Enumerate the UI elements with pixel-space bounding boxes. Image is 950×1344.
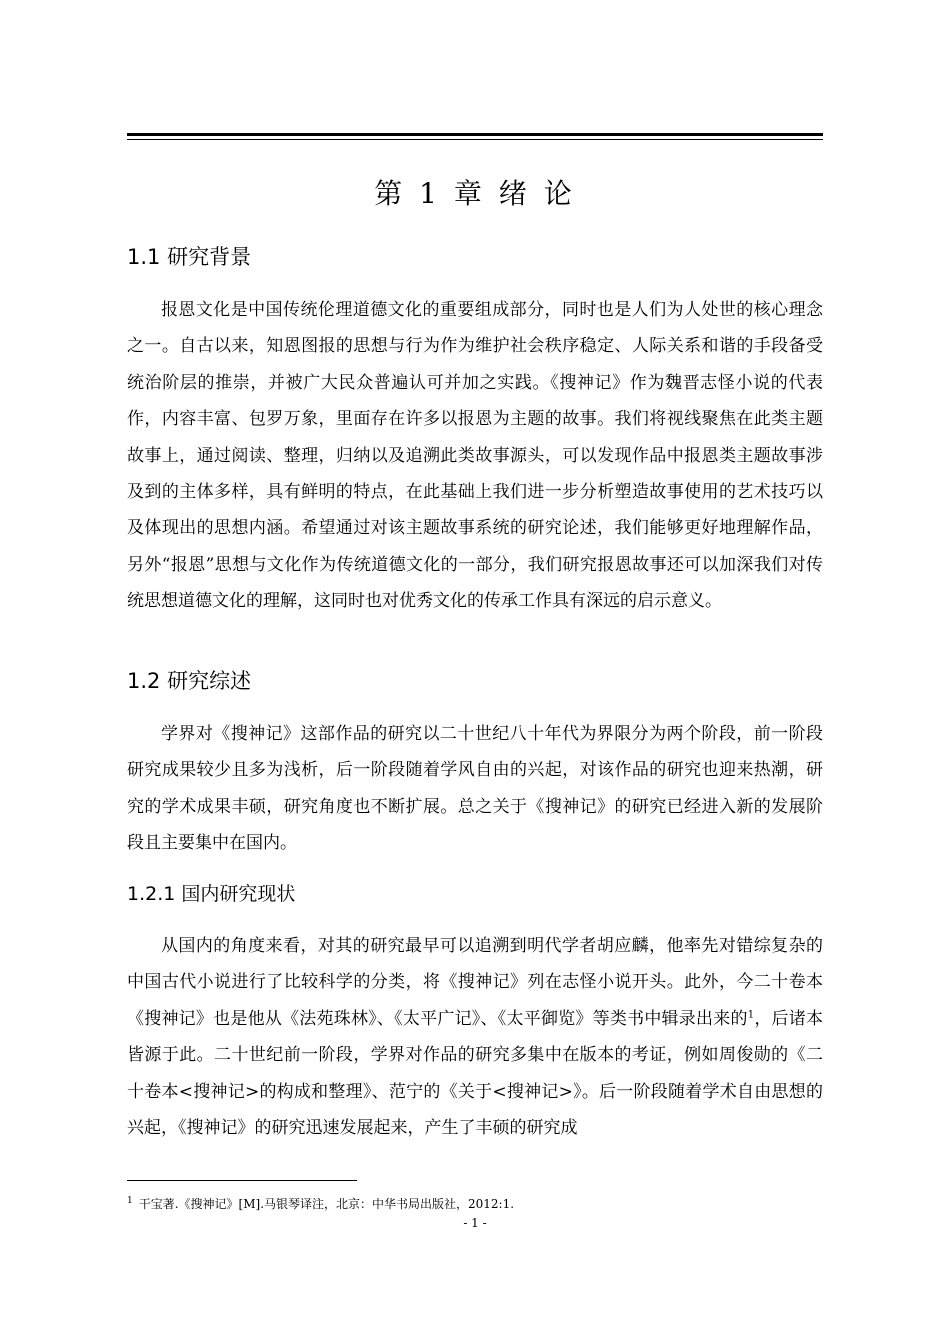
section-heading-1-2-1: 1.2.1 国内研究现状 xyxy=(127,883,296,905)
header-rule-thin xyxy=(127,139,823,140)
section-paragraph-1-2-1 xyxy=(127,928,823,1146)
footnote xyxy=(127,1193,823,1212)
footnote-separator xyxy=(127,1180,357,1181)
page-number: - 1 - xyxy=(463,1216,487,1230)
footnote-reference[interactable]: 1 xyxy=(747,1009,755,1021)
footnote-mark: 1 xyxy=(127,1196,133,1206)
chapter-title: 第 1 章 绪 论 xyxy=(374,177,576,210)
section-heading-1-1: 1.1 研究背景 xyxy=(127,245,252,269)
section-heading-1-2: 1.2 研究综述 xyxy=(127,669,252,693)
section-paragraph-1-1: 报恩文化是中国传统伦理道德文化的重要组成部分，同时也是人们为人处世的核心理念之一。自古以来，知恩图报的思想与行为作为维护社会秩序稳定、人际关系和谐的手段备受统治阶层的推崇，并被广大民众普遍认可并加之实践。《搜神记》作为魏晋志怪小说的代表作，内容丰富、包罗万象，里面存在许多以报恩为主题的故事。我们将视线聚焦在此类主题故事上，通过阅读、整理，归纳以及追溯此类故事源头，可以发现作品中报恩类主题故事涉及到的主体多样，具有鲜明的特点，在此基础上我们进一步分析塑造故事使用的艺术技巧以及体现出的思想内涵。希望通过对该主题故事系统的研究论述，我们能够更好地理解作品，另外“报恩”思想与文化作为传统道德文化的一部分，我们研究报恩故事还可以加深我们对传统思想道德文化的理解，这同时也对优秀文化的传承工作具有深远的启示意义。 xyxy=(127,300,823,612)
paragraph-text-before-note: 从国内的角度来看，对其的研究最早可以追溯到明代学者胡应麟，他率先对错综复杂的中国古代小说进行了比较科学的分类，将《搜神记》列在志怪小说开头。此外，今二十卷本《搜神记》也是他从《法苑珠林》、《太平广记》、《太平御览》等类书中辑录出来的 xyxy=(127,936,823,1029)
paragraph-text-after-note: ，后诸本皆源于此。二十世纪前一阶段，学界对作品的研究多集中在版本的考证，例如周俊勋的《二十卷本<搜神记>的构成和整理》、范宁的《关于<搜神记>》。后一阶段随着学术自由思想的兴起，《搜神记》的研究迅速发展起来，产生了丰硕的研究成 xyxy=(127,1008,824,1139)
footnote-text: 干宝著.《搜神记》[M].马银琴译注，北京：中华书局出版社，2012:1. xyxy=(138,1197,515,1211)
section-paragraph-1-2: 学界对《搜神记》这部作品的研究以二十世纪八十年代为界限分为两个阶段，前一阶段研究成果较少且多为浅析，后一阶段随着学风自由的兴起，对该作品的研究也迎来热潮，研究的学术成果丰硕，研究角度也不断扩展。总之关于《搜神记》的研究已经进入新的发展阶段且主要集中在国内。 xyxy=(127,724,823,854)
header-rule-thick xyxy=(127,133,823,136)
